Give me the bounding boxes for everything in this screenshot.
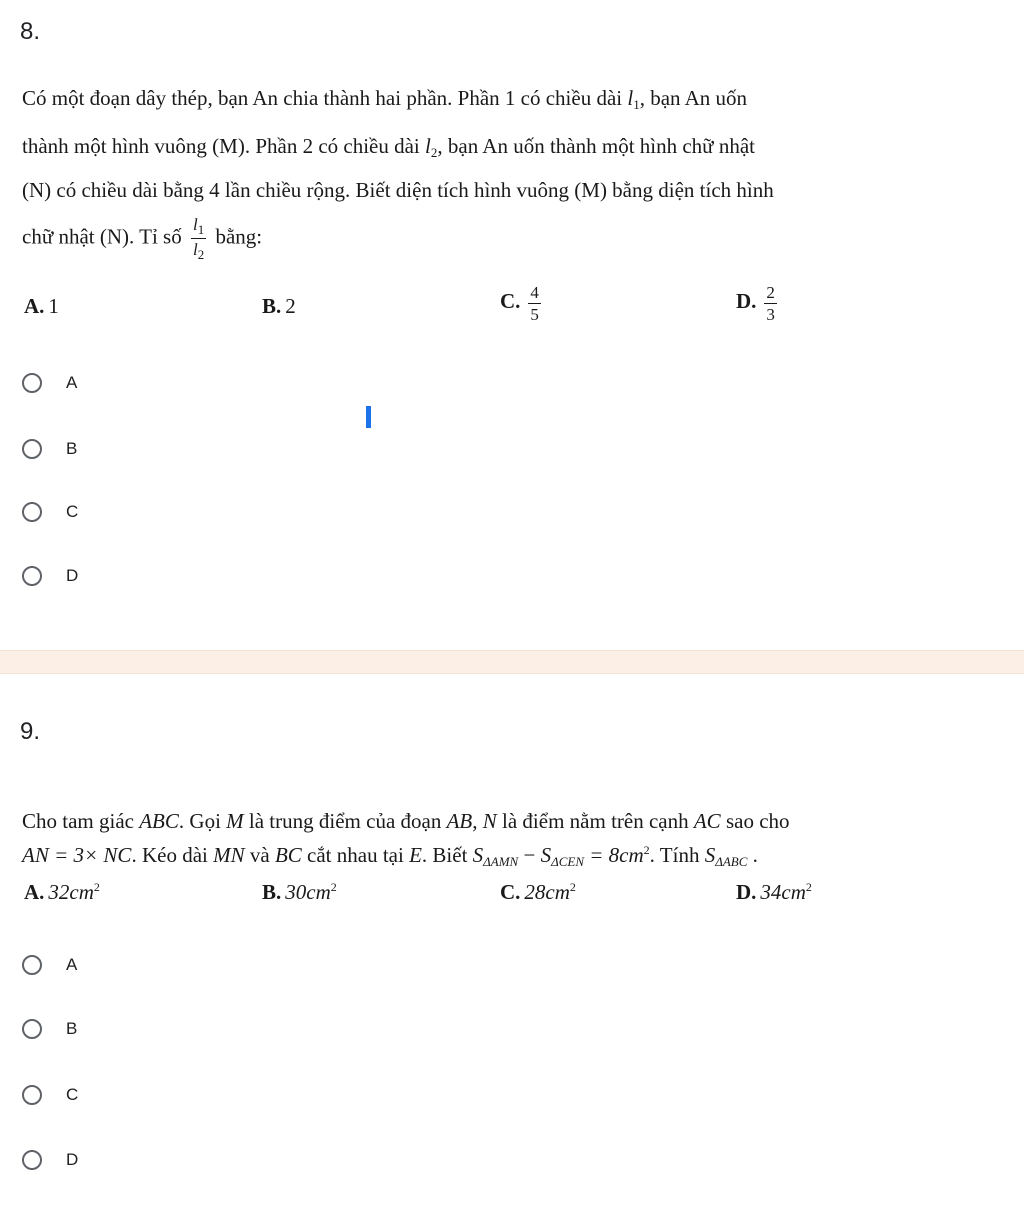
radio-circle[interactable] — [22, 566, 42, 586]
radio-label: A — [66, 373, 78, 392]
radio-option-d[interactable] — [22, 1145, 78, 1175]
radio-circle[interactable] — [22, 373, 42, 393]
radio-label: D — [66, 566, 79, 585]
answer-choice-a: A. 1 — [24, 294, 59, 318]
answer-choice-b: B. 2 — [262, 294, 296, 318]
question-9-statement — [22, 809, 1007, 879]
statement-line: thành một hình vuông (M). Phần 2 có chiều dài $l_2$, bạn An uốn thành một hình chữ nhật — [22, 134, 755, 160]
radio-label: D — [66, 1150, 79, 1169]
radio-circle[interactable] — [22, 439, 42, 459]
radio-option-a[interactable] — [22, 950, 77, 980]
radio-label: A — [66, 955, 78, 974]
radio-label: C — [66, 1085, 79, 1104]
radio-option-b[interactable] — [22, 434, 77, 464]
radio-label: B — [66, 1019, 78, 1038]
radio-circle[interactable] — [22, 502, 42, 522]
statement-line: AN = 3× NC. Kéo dài MN và BC cắt nhau tại E. Biết $S_{\Delta AMN} - S_{\Delta CEN} = 8cm^2$. Tính $S_{\Delta ABC}$ . — [22, 843, 758, 869]
ratio-fraction: $\frac{l_1}{l_2}$ — [192, 215, 205, 262]
question-8-statement — [22, 86, 1007, 276]
radio-label: C — [66, 502, 79, 521]
statement-line: Cho tam giác ABC. Gọi M là trung điểm của đoạn AB, N là điểm nằm trên cạnh AC sao cho — [22, 809, 790, 833]
statement-line: chữ nhật (N). Tỉ số $\frac{l_1}{l_2}$ bằng: — [22, 215, 263, 262]
answer-choice-b: B. $30cm^2$ — [262, 880, 337, 904]
text-cursor-icon — [366, 406, 371, 428]
question-8-number: 8. — [20, 18, 41, 45]
answer-choice-d: D. $34cm^2$ — [736, 880, 812, 904]
radio-option-c[interactable] — [22, 1080, 78, 1110]
radio-option-b[interactable] — [22, 1014, 77, 1044]
answer-choice-c: C. $28cm^2$ — [500, 880, 576, 904]
radio-option-d[interactable] — [22, 561, 78, 591]
answer-choice-a: A. $32cm^2$ — [24, 880, 100, 904]
radio-circle[interactable] — [22, 1085, 42, 1105]
radio-option-c[interactable] — [22, 497, 78, 527]
answer-choice-c: C. $\frac{4}{5}$ — [500, 283, 539, 324]
radio-label: B — [66, 439, 78, 458]
radio-circle[interactable] — [22, 1019, 42, 1039]
question-9-number: 9. — [20, 718, 41, 745]
radio-circle[interactable] — [22, 955, 42, 975]
radio-option-a[interactable] — [22, 368, 77, 398]
radio-circle[interactable] — [22, 1150, 42, 1170]
question-divider — [0, 650, 1024, 674]
answer-choice-d: D. $\frac{2}{3}$ — [736, 283, 775, 324]
statement-line: Có một đoạn dây thép, bạn An chia thành hai phần. Phần 1 có chiều dài $l_1$, bạn An uốn — [22, 86, 748, 112]
statement-line: (N) có chiều dài bằng 4 lần chiều rộng. Biết diện tích hình vuông (M) bằng diện tích hình — [22, 178, 774, 202]
